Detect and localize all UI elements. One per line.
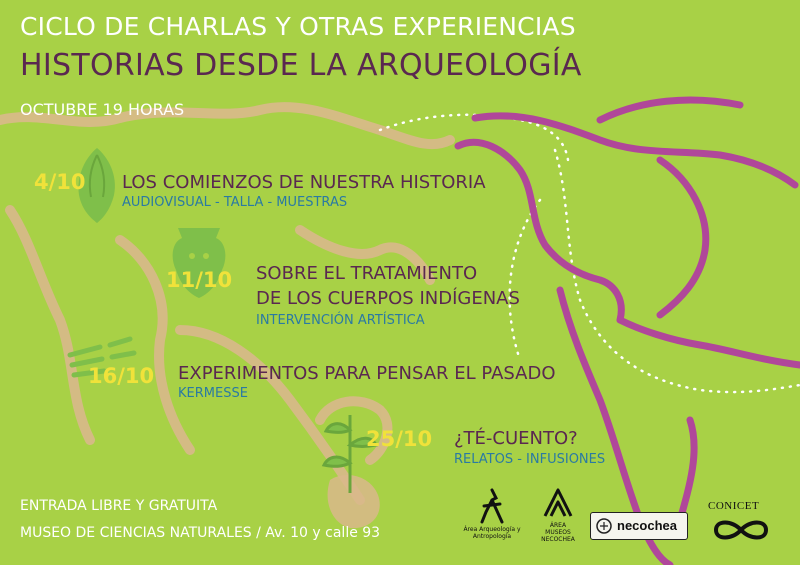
area-museos-logo <box>538 488 578 554</box>
infinity-mark-icon <box>706 516 776 544</box>
page-title: HISTORIAS DESDE LA ARQUEOLOGÍA <box>20 48 582 83</box>
event-title: DE LOS CUERPOS INDÍGENAS <box>256 288 520 309</box>
event-title: SOBRE EL TRATAMIENTO <box>256 263 478 284</box>
schedule-text: OCTUBRE 19 HORAS <box>20 100 185 119</box>
municipio-necochea-logo <box>590 512 688 540</box>
logo-text: necochea <box>617 518 677 533</box>
series-title: CICLO DE CHARLAS Y OTRAS EXPERIENCIAS <box>20 12 576 41</box>
mountain-mark-icon <box>543 488 573 518</box>
admission-text: ENTRADA LIBRE Y GRATUITA <box>20 498 218 514</box>
municipio-seal-icon <box>595 517 613 535</box>
event-subtitle: RELATOS - INFUSIONES <box>454 452 606 467</box>
event-subtitle: KERMESSE <box>178 386 248 401</box>
area-arqueologia-logo <box>458 488 526 554</box>
event-subtitle: INTERVENCIÓN ARTÍSTICA <box>256 313 425 328</box>
event-title: EXPERIMENTOS PARA PENSAR EL PASADO <box>178 363 556 384</box>
figure-mark-icon <box>472 488 512 524</box>
logo-text: Área Arqueología y Antropología <box>463 526 521 540</box>
event-title: ¿TÉ-CUENTO? <box>454 428 578 449</box>
conicet-logo <box>702 500 782 550</box>
logo-text: ÁREA MUSEOS NECOCHEA <box>541 522 575 543</box>
venue-address: MUSEO DE CIENCIAS NATURALES / Av. 10 y calle 93 <box>20 525 381 541</box>
event-subtitle: AUDIOVISUAL - TALLA - MUESTRAS <box>122 195 348 210</box>
event-date: 16/10 <box>88 364 155 388</box>
event-date: 11/10 <box>166 268 233 292</box>
logo-text: CONICET <box>708 500 760 512</box>
event-title: LOS COMIENZOS DE NUESTRA HISTORIA <box>122 172 486 193</box>
event-date: 25/10 <box>366 427 433 451</box>
event-date: 4/10 <box>34 170 86 194</box>
